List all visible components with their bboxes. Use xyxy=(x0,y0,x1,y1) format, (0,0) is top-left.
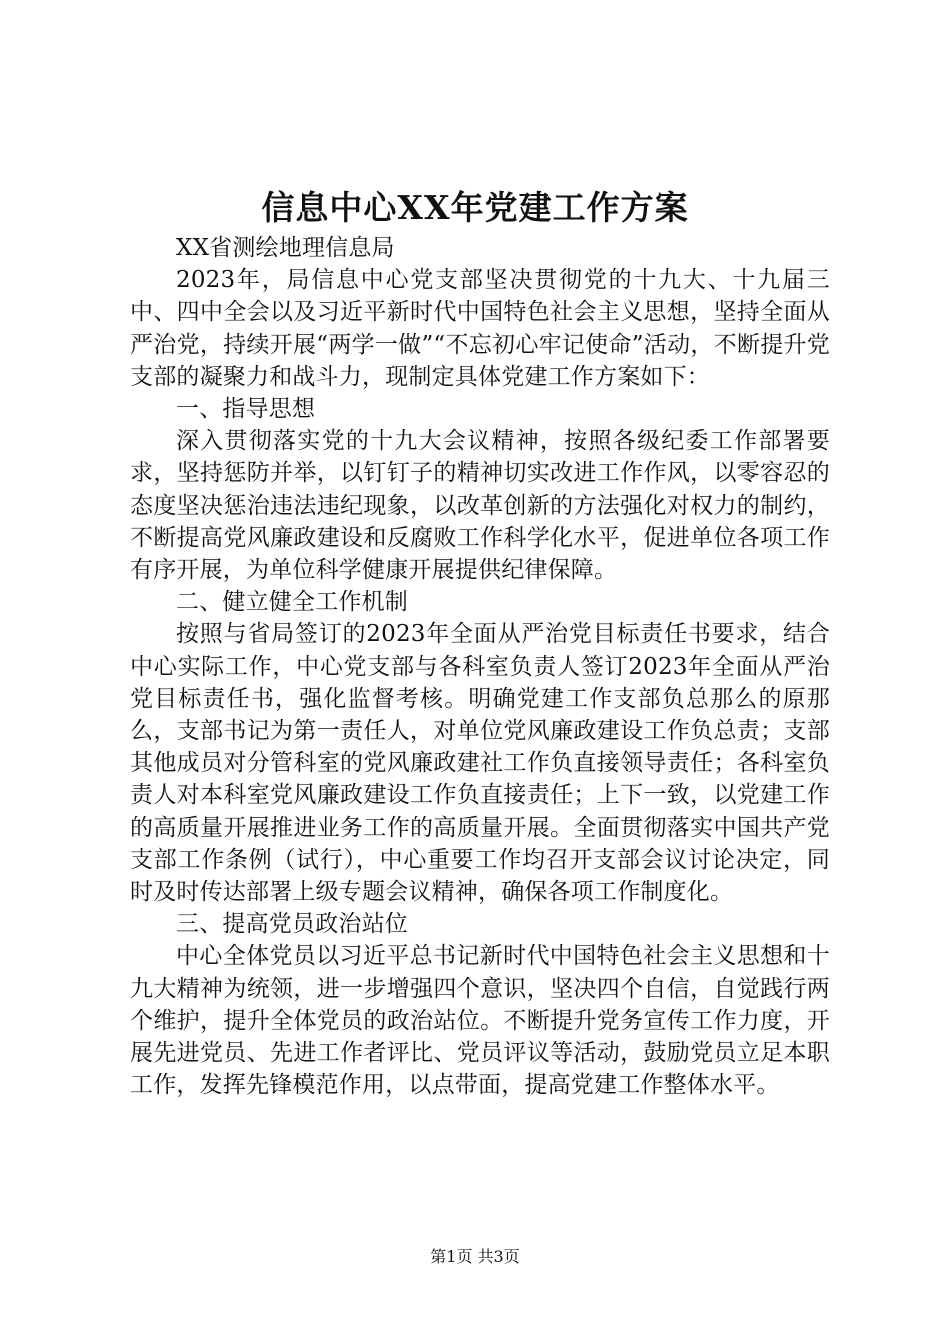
heading-section-2: 二、健立健全工作机制 xyxy=(176,589,408,616)
paragraph-section-1: 深入贯彻落实党的十九大会议精神，按照各级纪委工作部署要求，坚持惩防并举，以钉钉子的精神切实改进工作作风，以零容忍的态度坚决惩治违法违纪现象，以改革创新的方法强化对权力的制约，不断提高党风廉政建设和反腐败工作科学化水平，促进单位各项工作有序开展，为单位科学健康开展提供纪律保障。 xyxy=(130,428,830,584)
page-number-footer: 第1页 共3页 xyxy=(430,1247,520,1266)
paragraph-intro: 2023年，局信息中心党支部坚决贯彻党的十九大、十九届三中、四中全会以及习近平新时代中国特色社会主义思想，坚持全面从严治党，持续开展“两学一做”“不忘初心牢记使命”活动，不断提升党支部的凝聚力和战斗力，现制定具体党建工作方案如下： xyxy=(130,267,830,390)
heading-section-1: 一、指导思想 xyxy=(176,396,316,423)
paragraph-section-3: 中心全体党员以习近平总书记新时代中国特色社会主义思想和十九大精神为统领，进一步增强四个意识，坚决四个自信，自觉践行两个维护，提升全体党员的政治站位。不断提升党务宣传工作力度，开展先进党员、先进工作者评比、党员评议等活动，鼓励党员立足本职工作，发挥先锋模范作用，以点带面，提高党建工作整体水平。 xyxy=(130,943,830,1099)
paragraph-section-2: 按照与省局签订的2023年全面从严治党目标责任书要求，结合中心实际工作，中心党支部与各科室负责人签订2023年全面从严治党目标责任书，强化监督考核。明确党建工作支部负总那么的原那么，支部书记为第一责任人，对单位党风廉政建设工作负总责；支部其他成员对分管科室的党风廉政建社工作负直接领导责任；各科室负责人对本科室党风廉政建设工作负直接责任；上下一致，以党建工作的高质量开展推进业务工作的高质量开展。全面贯彻落实中国共产党支部工作条例（试行），中心重要工作均召开支部会议讨论决定，同时及时传达部署上级专题会议精神，确保各项工作制度化。 xyxy=(130,621,830,906)
document-title: 信息中心XX年党建工作方案 xyxy=(261,188,689,227)
paragraph-org: XX省测绘地理信息局 xyxy=(176,235,395,261)
document-body xyxy=(130,232,830,1101)
heading-section-3: 三、提高党员政治站位 xyxy=(176,911,408,938)
